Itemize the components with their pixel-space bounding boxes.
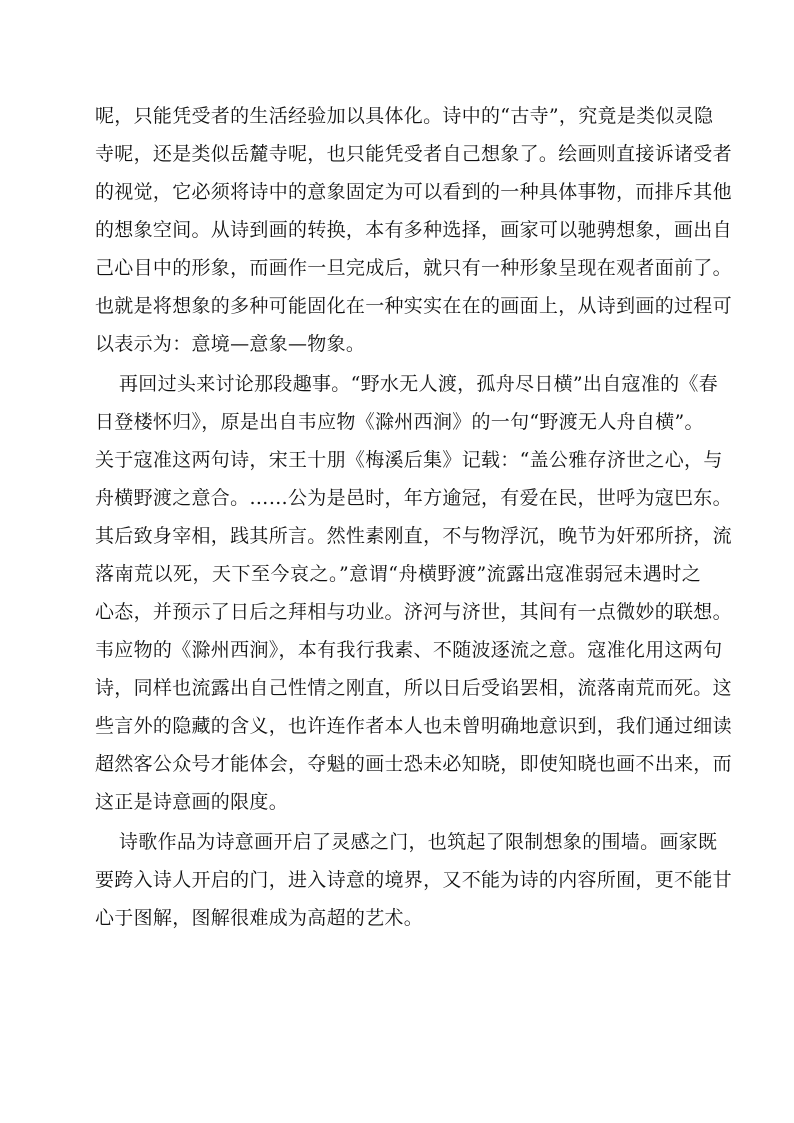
paragraph-2-line-11: 超然客公众号才能体会，夺魁的画士恐未必知晓，即使知晓也画不出来，而: [95, 753, 732, 775]
paragraph-2-line-8: 韦应物的《滁州西涧》，本有我行我素、不随波逐流之意。寇准化用这两句: [95, 639, 723, 661]
paragraph-1-line-5: 己心目中的形象，而画作一旦完成后，就只有一种形象呈现在观者面前了。: [95, 257, 732, 279]
paragraph-1-line-1: 呢，只能凭受者的生活经验加以具体化。诗中的“古寺”，究竟是类似灵隐: [95, 105, 714, 127]
paragraph-3-line-1: 诗歌作品为诗意画开启了灵感之门，也筑起了限制想象的围墙。画家既: [119, 831, 718, 853]
paragraph-2-line-12: 这正是诗意画的限度。: [95, 791, 289, 813]
paragraph-1-line-4: 的想象空间。从诗到画的转换，本有多种选择，画家可以驰骋想象，画出自: [95, 219, 732, 241]
paragraph-1-line-2: 寺呢，还是类似岳麓寺呢，也只能凭受者自己想象了。绘画则直接诉诸受者: [95, 143, 732, 165]
paragraph-2-line-6: 落南荒以死，天下至今哀之。”意谓“舟横野渡”流露出寇准弱冠未遇时之: [95, 563, 701, 585]
paragraph-2-line-7: 心态，并预示了日后之拜相与功业。济河与济世，其间有一点微妙的联想。: [95, 601, 732, 623]
paragraph-1-line-3: 的视觉，它必须将诗中的意象固定为可以看到的一种具体事物，而排斥其他: [95, 181, 732, 203]
paragraph-2-line-5: 其后致身宰相，践其所言。然性素刚直，不与物浮沉，晚节为奸邪所挤，流: [95, 525, 732, 547]
paragraph-2-line-2: 日登楼怀归》，原是出自韦应物《滁州西涧》的一句“野渡无人舟自横”。: [95, 411, 704, 433]
paragraph-2-line-4: 舟横野渡之意合。……公为是邑时，年方逾冠，有爱在民，世呼为寇巴东。: [95, 487, 732, 509]
paragraph-2-line-10: 些言外的隐藏的含义，也许连作者本人也未曾明确地意识到，我们通过细读: [95, 715, 732, 737]
paragraph-3-line-3: 心于图解，图解很难成为高超的艺术。: [95, 907, 424, 929]
paragraph-1-line-7: 以表示为：意境—意象—物象。: [95, 333, 366, 355]
paragraph-1-line-6: 也就是将想象的多种可能固化在一种实实在在的画面上，从诗到画的过程可: [95, 295, 732, 317]
paragraph-2-line-1: 再回过头来讨论那段趣事。“野水无人渡，孤舟尽日横”出自寇准的《春: [119, 373, 719, 395]
paragraph-3-line-2: 要跨入诗人开启的门，进入诗意的境界，又不能为诗的内容所囿，更不能甘: [95, 869, 732, 891]
paragraph-2-line-9: 诗，同样也流露出自己性情之刚直，所以日后受谄罢相，流落南荒而死。这: [95, 677, 732, 699]
paragraph-2-line-3: 关于寇准这两句诗，宋王十朋《梅溪后集》记载：“盖公雅存济世之心，与: [95, 449, 723, 471]
